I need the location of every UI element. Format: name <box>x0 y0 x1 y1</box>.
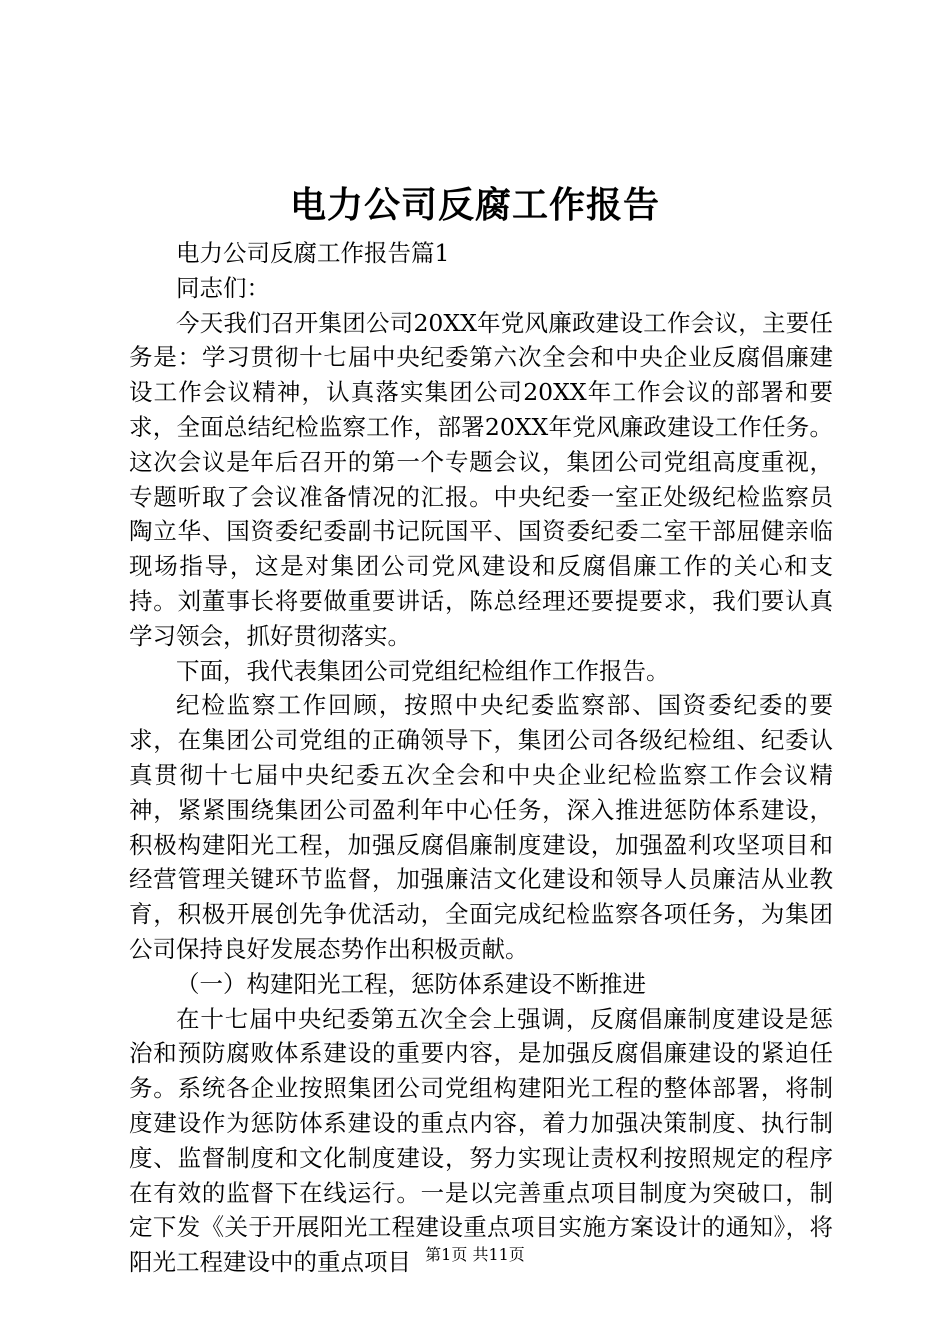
paragraph-report-intro: 下面，我代表集团公司党组纪检组作工作报告。 <box>176 656 670 685</box>
document-title: 电力公司反腐工作报告 <box>289 184 660 226</box>
paragraph-salutation: 同志们： <box>176 273 270 302</box>
page-number-footer: 第1页 共11页 <box>425 1245 525 1264</box>
paragraph-opening: 今天我们召开集团公司20XX年党风廉政建设工作会议，主要任务是：学习贯彻十七届中央纪委第六次全会和中央企业反腐倡廉建设工作会议精神，认真落实集团公司20XX年工作会议的部署和要求，全面总结纪检监察工作，部署20XX年党风廉政建设工作任务。这次会议是年后召开的第一个专题会议，集团公司党组高度重视，专题听取了会议准备情况的汇报。中央纪委一室正处级纪检监察员陶立华、国资委纪委副书记阮国平、国资委纪委二室干部屈健亲临现场指导，这是对集团公司党风建设和反腐倡廉工作的关心和支持。刘董事长将要做重要讲话，陈总经理还要提要求，我们要认真学习领会，抓好贯彻落实。 <box>129 308 833 650</box>
paragraph-subtitle: 电力公司反腐工作报告篇1 <box>176 239 450 267</box>
paragraph-section-body: 在十七届中央纪委第五次全会上强调，反腐倡廉制度建设是惩治和预防腐败体系建设的重要内容，是加强反腐倡廉建设的紧迫任务。系统各企业按照集团公司党组构建阳光工程的整体部署，将制度建设作为惩防体系建设的重点内容，着力加强决策制度、执行制度、监督制度和文化制度建设，努力实现让责权利按照规定的程序在有效的监督下在线运行。一是以完善重点项目制度为突破口，制定下发《关于开展阳光工程建设重点项目实施方案设计的通知》，将阳光工程建设中的重点项目 <box>129 1004 833 1277</box>
section-heading: （一）构建阳光工程，惩防体系建设不断推进 <box>176 969 646 998</box>
document-body <box>129 236 833 1280</box>
paragraph-review: 纪检监察工作回顾，按照中央纪委监察部、国资委纪委的要求，在集团公司党组的正确领导下，集团公司各级纪检组、纪委认真贯彻十七届中央纪委五次全会和中央企业纪检监察工作会议精神，紧紧围绕集团公司盈利年中心任务，深入推进惩防体系建设，积极构建阳光工程，加强反腐倡廉制度建设，加强盈利攻坚项目和经营管理关键环节监督，加强廉洁文化建设和领导人员廉洁从业教育，积极开展创先争优活动，全面完成纪检监察各项任务，为集团公司保持良好发展态势作出积极贡献。 <box>129 691 833 963</box>
